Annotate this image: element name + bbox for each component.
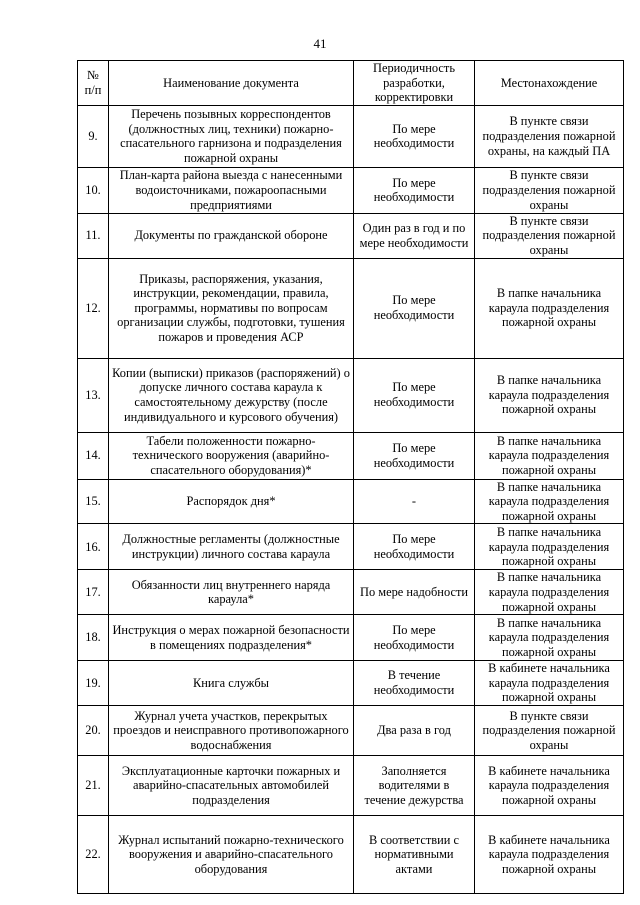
cell-num: 14. xyxy=(78,432,109,479)
cell-period: В соответствии с нормативными актами xyxy=(354,815,475,893)
table-row xyxy=(78,661,624,706)
table-row xyxy=(78,167,624,213)
documents-table xyxy=(77,60,624,894)
cell-name: Документы по гражданской обороне xyxy=(109,213,354,258)
cell-num: 15. xyxy=(78,479,109,524)
cell-num: 22. xyxy=(78,815,109,893)
table-row xyxy=(78,258,624,358)
cell-location: В кабинете начальника караула подразделения пожарной охраны xyxy=(475,815,624,893)
cell-name: Распорядок дня* xyxy=(109,479,354,524)
cell-location: В пункте связи подразделения пожарной охраны xyxy=(475,705,624,755)
cell-location: В пункте связи подразделения пожарной охраны, на каждый ПА xyxy=(475,105,624,167)
cell-num: 18. xyxy=(78,615,109,661)
cell-num: 13. xyxy=(78,358,109,432)
cell-period: По мере необходимости xyxy=(354,432,475,479)
cell-period: По мере надобности xyxy=(354,570,475,615)
table-row xyxy=(78,705,624,755)
cell-period: Заполняется водителями в течение дежурства xyxy=(354,755,475,815)
cell-period: В течение необходимости xyxy=(354,661,475,706)
header-location: Местонахождение xyxy=(475,61,624,106)
cell-num: 16. xyxy=(78,524,109,570)
cell-location: В папке начальника караула подразделения пожарной охраны xyxy=(475,358,624,432)
cell-location: В пункте связи подразделения пожарной охраны xyxy=(475,167,624,213)
table-row xyxy=(78,479,624,524)
table-header-row xyxy=(78,61,624,106)
cell-period: По мере необходимости xyxy=(354,358,475,432)
cell-name: Приказы, распоряжения, указания, инструкции, рекомендации, правила, программы, нормативы по вопросам организации службы, подготовки, тушения пожаров и проведения АСР xyxy=(109,258,354,358)
cell-name: Журнал учета участков, перекрытых проездов и неисправного противопожарного водоснабжения xyxy=(109,705,354,755)
table-row xyxy=(78,432,624,479)
table-row xyxy=(78,615,624,661)
cell-period: - xyxy=(354,479,475,524)
header-period: Периодичность разработки, корректировки xyxy=(354,61,475,106)
table-row xyxy=(78,755,624,815)
cell-name: Обязанности лиц внутреннего наряда караула* xyxy=(109,570,354,615)
cell-location: В папке начальника караула подразделения пожарной охраны xyxy=(475,615,624,661)
cell-period: По мере необходимости xyxy=(354,258,475,358)
cell-name: Должностные регламенты (должностные инструкции) личного состава караула xyxy=(109,524,354,570)
cell-period: По мере необходимости xyxy=(354,167,475,213)
cell-period: Два раза в год xyxy=(354,705,475,755)
header-name: Наименование документа xyxy=(109,61,354,106)
cell-location: В кабинете начальника караула подразделения пожарной охраны xyxy=(475,755,624,815)
page-number: 41 xyxy=(313,36,327,51)
cell-name: Эксплуатационные карточки пожарных и аварийно-спасательных автомобилей подразделения xyxy=(109,755,354,815)
cell-location: В пункте связи подразделения пожарной охраны xyxy=(475,213,624,258)
cell-num: 19. xyxy=(78,661,109,706)
header-num: № п/п xyxy=(78,61,109,106)
cell-name: Копии (выписки) приказов (распоряжений) о допуске личного состава караула к самостоятельному дежурству (после индивидуального и курсового обучения) xyxy=(109,358,354,432)
cell-name: Книга службы xyxy=(109,661,354,706)
cell-period: Один раз в год и по мере необходимости xyxy=(354,213,475,258)
cell-name: Инструкция о мерах пожарной безопасности в помещениях подразделения* xyxy=(109,615,354,661)
cell-name: Перечень позывных корреспондентов (должностных лиц, техники) пожарно-спасательного гарнизона и подразделения пожарной охраны xyxy=(109,105,354,167)
cell-num: 9. xyxy=(78,105,109,167)
table-row xyxy=(78,358,624,432)
cell-num: 10. xyxy=(78,167,109,213)
cell-name: Табели положенности пожарно-технического вооружения (аварийно-спасательного оборудования)* xyxy=(109,432,354,479)
documents-table-body xyxy=(78,61,624,894)
cell-location: В папке начальника караула подразделения пожарной охраны xyxy=(475,524,624,570)
cell-num: 17. xyxy=(78,570,109,615)
cell-location: В папке начальника караула подразделения пожарной охраны xyxy=(475,479,624,524)
table-row xyxy=(78,815,624,893)
cell-location: В папке начальника караула подразделения пожарной охраны xyxy=(475,432,624,479)
table-row xyxy=(78,213,624,258)
cell-location: В папке начальника караула подразделения пожарной охраны xyxy=(475,570,624,615)
cell-location: В кабинете начальника караула подразделения пожарной охраны xyxy=(475,661,624,706)
table-row xyxy=(78,570,624,615)
cell-num: 20. xyxy=(78,705,109,755)
cell-num: 11. xyxy=(78,213,109,258)
table-row xyxy=(78,524,624,570)
table-row xyxy=(78,105,624,167)
cell-period: По мере необходимости xyxy=(354,615,475,661)
cell-location: В папке начальника караула подразделения пожарной охраны xyxy=(475,258,624,358)
cell-name: План-карта района выезда с нанесенными водоисточниками, пожароопасными предприятиями xyxy=(109,167,354,213)
cell-period: По мере необходимости xyxy=(354,524,475,570)
cell-num: 12. xyxy=(78,258,109,358)
cell-num: 21. xyxy=(78,755,109,815)
cell-period: По мере необходимости xyxy=(354,105,475,167)
cell-name: Журнал испытаний пожарно-технического вооружения и аварийно-спасательного оборудования xyxy=(109,815,354,893)
